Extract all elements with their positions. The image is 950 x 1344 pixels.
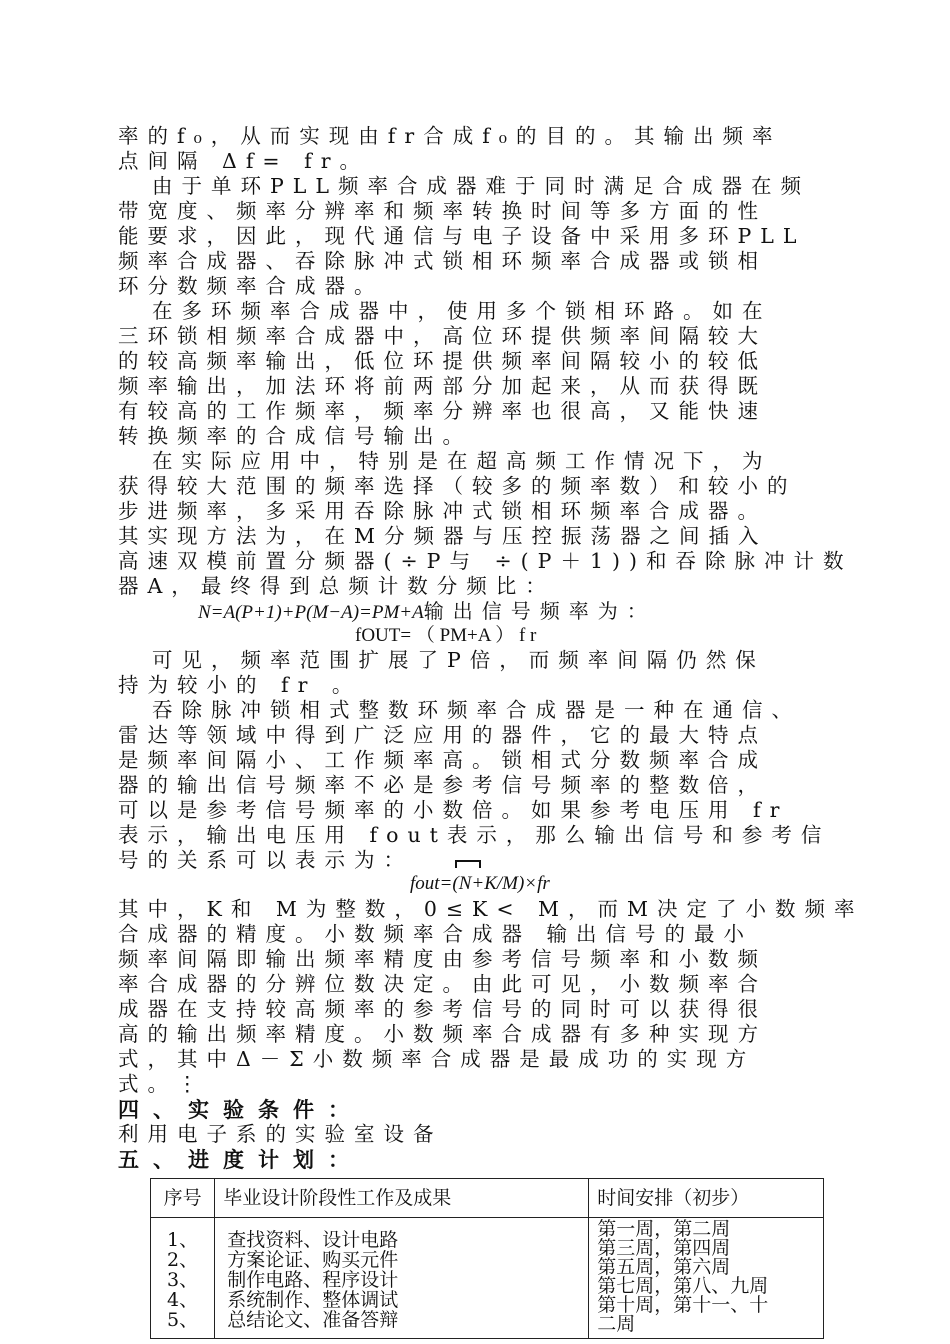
section-4-text: 利用电子系的实验室设备 <box>118 1122 443 1146</box>
header-work-items: 毕业设计阶段性工作及成果 <box>215 1179 589 1218</box>
text-line: 是频率间隔小、工作频率高。锁相式分数频率合成 <box>118 748 767 772</box>
text-line: 其实现方法为，在M分频器与压控振荡器之间插入 <box>118 524 768 548</box>
formula-fractional-output: fout=(N+K/M)×fr <box>410 873 550 894</box>
schedule-2: 第三周，第四周 <box>597 1237 731 1259</box>
task-4: 系统制作、整体调试 <box>227 1289 399 1311</box>
text-line: 高速双模前置分频器(÷P与 ÷(P＋1))和吞除脉冲计数 <box>118 549 853 573</box>
index-cell <box>151 1218 215 1339</box>
text-line: 率合成器的分辨位数决定。由此可见，小数频率合 <box>118 972 767 996</box>
text-line: 步进频率，多采用吞除脉冲式锁相环频率合成器。 <box>118 499 767 523</box>
schedule-6: 二周 <box>597 1313 636 1335</box>
text-line: 获得较大范围的频率选择（较多的频率数）和较小的 <box>118 474 797 498</box>
header-index: 序号 <box>151 1179 215 1218</box>
index-4: 4、 <box>167 1289 199 1311</box>
text-line: 器的输出信号频率不必是参考信号频率的整数倍， <box>118 773 767 797</box>
text-line: 能要求，因此，现代通信与电子设备中采用多环PLL <box>118 224 806 248</box>
schedule-3: 第五周，第六周 <box>597 1256 731 1278</box>
task-3: 制作电路、程序设计 <box>227 1269 399 1291</box>
section-4-heading: 四、实验条件： <box>118 1098 363 1122</box>
text-line: 频率间隔即输出频率精度由参考信号频率和小数频 <box>118 947 767 971</box>
text-line: 吞除脉冲锁相式整数环频率合成器是一种在通信、 <box>152 698 801 722</box>
overbar-mark <box>455 860 481 868</box>
text-line: 式。⋮ <box>118 1072 207 1096</box>
schedule-4: 第七周，第八、九周 <box>597 1275 769 1297</box>
header-time-plan: 时间安排（初步） <box>589 1179 824 1218</box>
text-line: 有较高的工作频率，频率分辨率也很高，又能快速 <box>118 399 767 423</box>
schedule-1: 第一周，第二周 <box>597 1218 731 1240</box>
index-2: 2、 <box>167 1249 199 1271</box>
index-1: 1、 <box>167 1229 199 1251</box>
text-line: 号的关系可以表示为： <box>118 848 413 872</box>
section-5-heading: 五、进度计划： <box>118 1148 363 1172</box>
text-line: 率的f₀，从而实现由fr合成f₀的目的。其输出频率 <box>118 124 782 148</box>
text-line: 器A，最终得到总频计数分频比： <box>118 574 555 598</box>
text-line: 的较高频率输出，低位环提供频率间隔较小的较低 <box>118 349 767 373</box>
schedule-cell <box>589 1218 824 1339</box>
text-line: 可以是参考信号频率的小数倍。如果参考电压用 fr <box>118 798 789 822</box>
text-line: 可见，频率范围扩展了P倍，而频率间隔仍然保 <box>152 648 765 672</box>
schedule-5: 第十周，第十一、十 <box>597 1294 769 1316</box>
text-line: 合成器的精度。小数频率合成器 输出信号的最小 <box>118 922 754 946</box>
text-line: 持为较小的 fr 。 <box>118 673 362 697</box>
index-5: 5、 <box>167 1309 199 1331</box>
text-line: 环分数频率合成器。 <box>118 274 384 298</box>
text-line: 点间隔 Δf= fr。 <box>118 149 369 173</box>
text-line: 三环锁相频率合成器中，高位环提供频率间隔较大 <box>118 324 767 348</box>
formula-ratio-tail: 输出信号频率为： <box>423 599 656 623</box>
text-line: 由于单环PLL频率合成器难于同时满足合成器在频 <box>152 174 811 198</box>
text-line: 带宽度、频率分辨率和频率转换时间等多方面的性 <box>118 199 767 223</box>
index-3: 3、 <box>167 1269 199 1291</box>
schedule-table-header-row <box>151 1179 824 1218</box>
tasks-cell <box>215 1218 589 1339</box>
text-line: 在实际应用中，特别是在超高频工作情况下，为 <box>152 449 772 473</box>
text-line: 高的输出频率精度。小数频率合成器有多种实现方 <box>118 1022 767 1046</box>
text-line: 频率合成器、吞除脉冲式锁相环频率合成器或锁相 <box>118 249 767 273</box>
text-line: 在多环频率合成器中，使用多个锁相环路。如在 <box>152 299 772 323</box>
text-line: 频率输出，加法环将前两部分加起来，从而获得既 <box>118 374 767 398</box>
text-line: 表示，输出电压用 fout表示，那么输出信号和参考信 <box>118 823 831 847</box>
text-line: 其中，K和 M为整数，0≤K< M，而M决定了小数频率 <box>118 897 864 921</box>
formula-ratio-expression: N=A(P+1)+P(M−A)=PM+A <box>198 602 424 623</box>
text-line: 雷达等领域中得到广泛应用的器件，它的最大特点 <box>118 723 767 747</box>
schedule-table <box>150 1178 824 1339</box>
task-1: 查找资料、设计电路 <box>227 1229 399 1251</box>
text-line: 转换频率的合成信号输出。 <box>118 424 472 448</box>
task-5: 总结论文、准备答辩 <box>227 1309 399 1331</box>
text-line: 成器在支持较高频率的参考信号的同时可以获得很 <box>118 997 767 1021</box>
text-line: 式，其中Δ－Σ小数频率合成器是最成功的实现方 <box>118 1047 756 1071</box>
schedule-table-body-row <box>151 1218 824 1339</box>
formula-division-ratio <box>198 599 656 625</box>
task-2: 方案论证、购买元件 <box>227 1249 399 1271</box>
formula-output-frequency: fOUT= （ PM+A ） f r <box>355 625 537 646</box>
